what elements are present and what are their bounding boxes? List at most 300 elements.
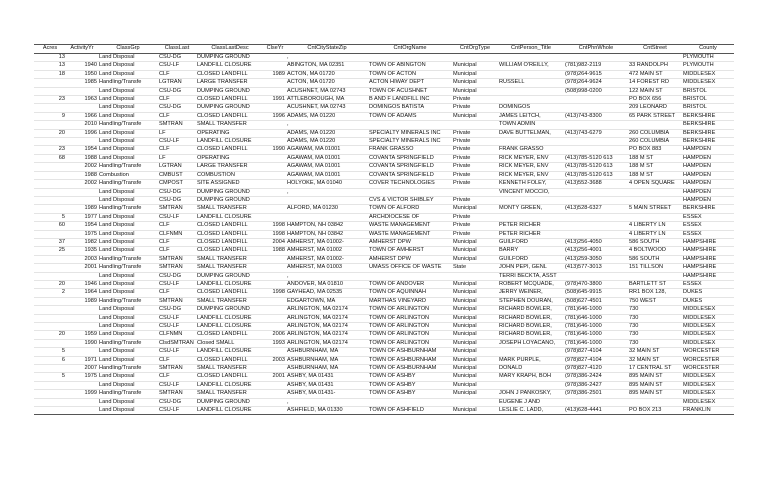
cell-clse-yr[interactable]: 2004 (264, 238, 286, 246)
cell-city-state-zip[interactable]: ARLINGTON, MA 02174 (286, 314, 368, 322)
cell-class-last[interactable]: CSU-DG (158, 398, 196, 406)
cell-street[interactable]: 209 LEONARD (628, 104, 682, 112)
cell-class-last[interactable]: CLFNMN (158, 331, 196, 339)
cell-acres[interactable] (34, 264, 66, 272)
cell-activity-yr[interactable]: 1971 (66, 356, 98, 364)
cell-activity-yr[interactable] (66, 104, 98, 112)
table-row[interactable] (34, 365, 734, 373)
cell-class-last[interactable]: SMTRAN (158, 297, 196, 305)
cell-org-type[interactable] (452, 188, 498, 196)
cell-street[interactable]: 730 (628, 339, 682, 347)
cell-phone[interactable]: (413)785-5120 613 (564, 171, 628, 179)
cell-county[interactable]: BERKSHIRE (682, 205, 734, 213)
cell-city-state-zip[interactable]: AGAWAM, MA 01001 (286, 171, 368, 179)
cell-org-type[interactable]: Municipal (452, 331, 498, 339)
cell-city-state-zip[interactable]: AGAWAM, MA 01001 (286, 154, 368, 162)
cell-clse-yr[interactable]: 1996 (264, 112, 286, 120)
cell-acres[interactable] (34, 381, 66, 389)
cell-county[interactable]: DUKES (682, 297, 734, 305)
table-row[interactable] (34, 205, 734, 213)
cell-class-grp[interactable]: Handling/Transfe (98, 180, 158, 188)
cell-org-name[interactable]: AMHERST DPW (368, 255, 452, 263)
cell-org-name[interactable]: SPECIALTY MINERALS INC (368, 129, 452, 137)
cell-street[interactable] (628, 398, 682, 406)
cell-org-type[interactable]: Private (452, 138, 498, 146)
cell-class-grp[interactable]: Handling/Transfe (98, 255, 158, 263)
cell-org-type[interactable] (452, 54, 498, 62)
cell-class-grp[interactable]: Land Disposal (98, 381, 158, 389)
cell-city-state-zip[interactable]: AMHERST, MA 01002- (286, 255, 368, 263)
cell-clse-yr[interactable] (264, 171, 286, 179)
cell-org-name[interactable]: TOWN OF ACUSHNET (368, 87, 452, 95)
cell-street[interactable]: 586 SOUTH (628, 255, 682, 263)
cell-acres[interactable]: 9 (34, 112, 66, 120)
cell-person-title[interactable]: PETER RICHER (498, 222, 564, 230)
cell-org-type[interactable]: Private (452, 96, 498, 104)
cell-phone[interactable] (564, 196, 628, 204)
cell-street[interactable]: 730 (628, 323, 682, 331)
cell-clse-yr[interactable] (264, 314, 286, 322)
cell-class-last[interactable]: CLF (158, 96, 196, 104)
cell-class-last-desc[interactable]: CLOSED LANDFILL (196, 146, 264, 154)
cell-class-last-desc[interactable]: SMALL TRANSFER (196, 297, 264, 305)
cell-phone[interactable] (564, 121, 628, 129)
cell-phone[interactable]: (413)628-4441 (564, 407, 628, 415)
cell-phone[interactable]: (978)264-9615 (564, 70, 628, 78)
cell-org-name[interactable]: TOWN OF AQUINNAH (368, 289, 452, 297)
cell-county[interactable]: HAMPDEN (682, 188, 734, 196)
cell-class-grp[interactable]: Land Disposal (98, 138, 158, 146)
cell-class-last-desc[interactable]: CLOSED LANDFILL (196, 247, 264, 255)
cell-org-type[interactable]: Municipal (452, 365, 498, 373)
cell-phone[interactable]: (413)528-6327 (564, 205, 628, 213)
cell-acres[interactable] (34, 138, 66, 146)
table-row[interactable] (34, 188, 734, 196)
table-row[interactable] (34, 272, 734, 280)
cell-phone[interactable]: (508)627-4501 (564, 297, 628, 305)
cell-city-state-zip[interactable]: ADAMS, MA 01220 (286, 138, 368, 146)
cell-street[interactable]: 4 LIBERTY LN (628, 230, 682, 238)
cell-county[interactable]: MIDDLESEX (682, 381, 734, 389)
cell-org-name[interactable]: TOWN OF ASHBURNHAM (368, 356, 452, 364)
cell-class-last-desc[interactable]: LANDFILL CLOSURE (196, 407, 264, 415)
table-row[interactable] (34, 323, 734, 331)
cell-county[interactable]: BRISTOL (682, 104, 734, 112)
cell-org-type[interactable]: Municipal (452, 255, 498, 263)
cell-class-last-desc[interactable]: LANDFILL CLOSURE (196, 138, 264, 146)
cell-class-last[interactable]: CSU-DG (158, 196, 196, 204)
cell-city-state-zip[interactable] (286, 196, 368, 204)
cell-city-state-zip[interactable]: ACUSHNET, MA 02743 (286, 87, 368, 95)
cell-clse-yr[interactable] (264, 87, 286, 95)
cell-class-last[interactable]: LF (158, 154, 196, 162)
cell-class-last[interactable]: CLFNMN (158, 230, 196, 238)
cell-clse-yr[interactable] (264, 381, 286, 389)
cell-city-state-zip[interactable]: ACUSHNET, MA 02743 (286, 104, 368, 112)
cell-person-title[interactable]: STEPHEN DOURAN, (498, 297, 564, 305)
cell-city-state-zip[interactable]: AMHERST, MA 01002- (286, 238, 368, 246)
cell-org-name[interactable]: TOWN OF ARLINGTON (368, 331, 452, 339)
cell-class-last-desc[interactable]: CLOSED LANDFILL (196, 222, 264, 230)
table-row[interactable] (34, 289, 734, 297)
cell-county[interactable]: HAMPSHIRE (682, 238, 734, 246)
cell-class-grp[interactable]: Land Disposal (98, 129, 158, 137)
cell-county[interactable]: WORCESTER (682, 348, 734, 356)
cell-phone[interactable]: (978)386-2427 (564, 381, 628, 389)
cell-org-name[interactable]: TOWN OF ARLINGTON (368, 314, 452, 322)
cell-class-grp[interactable]: Handling/Transfe (98, 163, 158, 171)
cell-phone[interactable]: (781)982-2119 (564, 62, 628, 70)
table-row[interactable] (34, 213, 734, 221)
cell-person-title[interactable]: JOSEPH LOYACANO, (498, 339, 564, 347)
cell-person-title[interactable] (498, 96, 564, 104)
cell-acres[interactable] (34, 104, 66, 112)
cell-city-state-zip[interactable]: HAMPTON, NH 03842 (286, 230, 368, 238)
cell-street[interactable] (628, 272, 682, 280)
cell-activity-yr[interactable] (66, 272, 98, 280)
cell-clse-yr[interactable] (264, 390, 286, 398)
cell-acres[interactable] (34, 297, 66, 305)
cell-phone[interactable]: (781)646-1000 (564, 331, 628, 339)
cell-clse-yr[interactable]: 2001 (264, 373, 286, 381)
cell-class-grp[interactable]: Land Disposal (98, 104, 158, 112)
cell-street[interactable] (628, 54, 682, 62)
cell-phone[interactable]: (781)646-1000 (564, 306, 628, 314)
table-row[interactable] (34, 79, 734, 87)
cell-class-last-desc[interactable]: SMALL TRANSFER (196, 390, 264, 398)
cell-phone[interactable]: (413)259-3050 (564, 255, 628, 263)
cell-street[interactable]: 895 MAIN ST (628, 373, 682, 381)
cell-street[interactable]: 14 FOREST RD (628, 79, 682, 87)
cell-city-state-zip[interactable]: GAYHEAD, MA 02535 (286, 289, 368, 297)
cell-class-last-desc[interactable]: SMALL TRANSFER (196, 255, 264, 263)
cell-activity-yr[interactable]: 1975 (66, 230, 98, 238)
table-row[interactable] (34, 104, 734, 112)
cell-street[interactable]: 4 LIBERTY LN (628, 222, 682, 230)
cell-city-state-zip[interactable]: ADAMS, MA 01220 (286, 112, 368, 120)
cell-class-grp[interactable]: Land Disposal (98, 398, 158, 406)
cell-class-grp[interactable]: Handling/Transfe (98, 390, 158, 398)
cell-county[interactable]: MIDDLESEX (682, 398, 734, 406)
cell-class-last-desc[interactable]: DUMPING GROUND (196, 196, 264, 204)
cell-acres[interactable]: 2 (34, 289, 66, 297)
cell-county[interactable]: MIDDLESEX (682, 331, 734, 339)
table-row[interactable] (34, 339, 734, 347)
cell-class-last[interactable]: CLF (158, 112, 196, 120)
cell-street[interactable]: 586 SOUTH (628, 238, 682, 246)
cell-county[interactable]: MIDDLESEX (682, 323, 734, 331)
cell-class-grp[interactable]: Handling/Transfe (98, 339, 158, 347)
cell-county[interactable]: HAMPDEN (682, 146, 734, 154)
cell-city-state-zip[interactable]: , (286, 54, 368, 62)
cell-class-last[interactable]: CMBUST (158, 171, 196, 179)
cell-street[interactable] (628, 213, 682, 221)
col-header-org-type[interactable]: CntOrgType (452, 45, 498, 54)
cell-city-state-zip[interactable]: AMHERST, MA 01002 (286, 247, 368, 255)
cell-county[interactable]: MIDDLESEX (682, 306, 734, 314)
cell-clse-yr[interactable] (264, 398, 286, 406)
cell-phone[interactable]: (413)785-5120 613 (564, 154, 628, 162)
cell-city-state-zip[interactable]: ASHBY, MA 01431 (286, 373, 368, 381)
cell-org-name[interactable]: TOWN OF ASHBY (368, 381, 452, 389)
cell-person-title[interactable]: RUSSELL (498, 79, 564, 87)
cell-class-last[interactable]: SMTRAN (158, 205, 196, 213)
cell-city-state-zip[interactable]: AGAWAM, MA 01001 (286, 163, 368, 171)
cell-phone[interactable]: (413)743-8300 (564, 112, 628, 120)
cell-acres[interactable] (34, 255, 66, 263)
cell-street[interactable] (628, 188, 682, 196)
cell-phone[interactable] (564, 230, 628, 238)
cell-acres[interactable] (34, 323, 66, 331)
table-row[interactable] (34, 96, 734, 104)
cell-class-grp[interactable]: Land Disposal (98, 373, 158, 381)
cell-org-name[interactable] (368, 188, 452, 196)
cell-city-state-zip[interactable]: ANDOVER, MA 01810 (286, 280, 368, 288)
cell-city-state-zip[interactable]: ACTON, MA 01720 (286, 79, 368, 87)
cell-acres[interactable]: 13 (34, 62, 66, 70)
col-header-acres[interactable]: Acres (34, 45, 66, 54)
cell-street[interactable]: 17 CENTRAL ST (628, 365, 682, 373)
cell-acres[interactable] (34, 390, 66, 398)
cell-org-type[interactable]: State (452, 264, 498, 272)
cell-org-name[interactable]: CVS & VICTOR SHIBLEY (368, 196, 452, 204)
cell-activity-yr[interactable]: 1988 (66, 154, 98, 162)
cell-person-title[interactable]: RICHARD BOWLER, (498, 323, 564, 331)
cell-county[interactable]: ESSEX (682, 280, 734, 288)
cell-org-name[interactable]: TOWN OF ANDOVER (368, 280, 452, 288)
cell-person-title[interactable]: RICHARD BOWLER, (498, 314, 564, 322)
cell-acres[interactable] (34, 365, 66, 373)
cell-street[interactable]: 730 (628, 314, 682, 322)
cell-acres[interactable] (34, 230, 66, 238)
cell-class-grp[interactable]: Land Disposal (98, 70, 158, 78)
cell-class-grp[interactable]: Land Disposal (98, 154, 158, 162)
cell-activity-yr[interactable]: 2002 (66, 163, 98, 171)
cell-clse-yr[interactable] (264, 407, 286, 415)
table-row[interactable] (34, 163, 734, 171)
cell-person-title[interactable] (498, 138, 564, 146)
cell-acres[interactable] (34, 407, 66, 415)
cell-org-type[interactable]: Municipal (452, 289, 498, 297)
cell-class-grp[interactable]: Handling/Transfe (98, 121, 158, 129)
cell-class-grp[interactable]: Land Disposal (98, 87, 158, 95)
cell-clse-yr[interactable]: 1990 (264, 146, 286, 154)
cell-org-name[interactable] (368, 272, 452, 280)
cell-phone[interactable]: (978)470-3800 (564, 280, 628, 288)
cell-person-title[interactable] (498, 348, 564, 356)
cell-class-last-desc[interactable]: LARGE TRANSFER (196, 79, 264, 87)
cell-person-title[interactable]: RICK MEYER, ENV (498, 163, 564, 171)
cell-person-title[interactable]: RICK MEYER, ENV (498, 154, 564, 162)
cell-activity-yr[interactable] (66, 306, 98, 314)
cell-class-grp[interactable]: Land Disposal (98, 196, 158, 204)
cell-activity-yr[interactable]: 1982 (66, 238, 98, 246)
cell-clse-yr[interactable]: 1989 (264, 70, 286, 78)
cell-county[interactable]: MIDDLESEX (682, 373, 734, 381)
cell-county[interactable]: HAMPDEN (682, 180, 734, 188)
cell-class-last-desc[interactable]: Closed SMALL (196, 339, 264, 347)
cell-class-grp[interactable]: Land Disposal (98, 213, 158, 221)
cell-org-type[interactable]: Municipal (452, 79, 498, 87)
cell-activity-yr[interactable]: 1985 (66, 79, 98, 87)
cell-class-grp[interactable]: Land Disposal (98, 356, 158, 364)
cell-phone[interactable]: (978)827-4120 (564, 365, 628, 373)
cell-class-last-desc[interactable]: SITE ASSIGNED (196, 180, 264, 188)
cell-street[interactable]: 33 RANDOLPH (628, 62, 682, 70)
table-row[interactable] (34, 62, 734, 70)
cell-class-last[interactable]: CSU-DG (158, 272, 196, 280)
cell-clse-yr[interactable] (264, 104, 286, 112)
cell-class-last[interactable]: SMTRAN (158, 255, 196, 263)
cell-class-last-desc[interactable]: DUMPING GROUND (196, 87, 264, 95)
cell-org-type[interactable]: Private (452, 146, 498, 154)
cell-class-grp[interactable]: Land Disposal (98, 238, 158, 246)
cell-city-state-zip[interactable]: , (286, 121, 368, 129)
cell-org-name[interactable] (368, 54, 452, 62)
cell-acres[interactable] (34, 188, 66, 196)
cell-class-last-desc[interactable]: CLOSED LANDFILL (196, 331, 264, 339)
cell-clse-yr[interactable]: 1991 (264, 96, 286, 104)
cell-street[interactable]: 750 WEST (628, 297, 682, 305)
cell-activity-yr[interactable]: 1988 (66, 171, 98, 179)
cell-org-type[interactable]: Private (452, 180, 498, 188)
cell-city-state-zip[interactable]: ASHFIELD, MA 01330 (286, 407, 368, 415)
cell-county[interactable]: FRANKLIN (682, 407, 734, 415)
cell-street[interactable]: 472 MAIN ST (628, 70, 682, 78)
cell-phone[interactable] (564, 146, 628, 154)
cell-org-type[interactable]: Private (452, 196, 498, 204)
cell-activity-yr[interactable]: 2007 (66, 365, 98, 373)
table-row[interactable] (34, 138, 734, 146)
cell-class-last[interactable]: SMTRAN (158, 390, 196, 398)
cell-phone[interactable]: (781)646-1000 (564, 323, 628, 331)
cell-acres[interactable] (34, 171, 66, 179)
col-header-street[interactable]: CntStreet (628, 45, 682, 54)
cell-phone[interactable]: (413)785-5120 613 (564, 163, 628, 171)
cell-street[interactable]: 188 M ST (628, 154, 682, 162)
cell-class-last-desc[interactable]: DUMPING GROUND (196, 272, 264, 280)
cell-county[interactable]: BERKSHIRE (682, 121, 734, 129)
cell-person-title[interactable]: JERRY WEINER, (498, 289, 564, 297)
cell-activity-yr[interactable]: 2010 (66, 121, 98, 129)
cell-person-title[interactable]: GUILFORD (498, 238, 564, 246)
table-row[interactable] (34, 306, 734, 314)
cell-class-last[interactable]: CSU-DG (158, 104, 196, 112)
cell-activity-yr[interactable]: 1935 (66, 247, 98, 255)
cell-class-last[interactable]: CSU-DG (158, 87, 196, 95)
cell-street[interactable]: BARTLETT ST (628, 280, 682, 288)
cell-county[interactable]: BRISTOL (682, 87, 734, 95)
cell-acres[interactable] (34, 121, 66, 129)
cell-city-state-zip[interactable]: ALFORD, MA 01230 (286, 205, 368, 213)
cell-class-last[interactable]: CSU-DG (158, 306, 196, 314)
cell-class-last[interactable]: CLF (158, 70, 196, 78)
cell-org-name[interactable]: MARTHAS VINEYARD (368, 297, 452, 305)
cell-class-last[interactable]: SMTRAN (158, 264, 196, 272)
cell-org-name[interactable]: AMHERST DPW (368, 238, 452, 246)
cell-class-last[interactable]: CSU-LF (158, 407, 196, 415)
cell-activity-yr[interactable]: 2001 (66, 264, 98, 272)
cell-class-last-desc[interactable]: SMALL TRANSFER (196, 264, 264, 272)
cell-clse-yr[interactable] (264, 280, 286, 288)
cell-person-title[interactable]: RICHARD BOWLER, (498, 306, 564, 314)
cell-street[interactable]: 32 MAIN ST (628, 356, 682, 364)
cell-activity-yr[interactable] (66, 314, 98, 322)
cell-org-type[interactable]: Municipal (452, 297, 498, 305)
cell-phone[interactable]: (413)577-3013 (564, 264, 628, 272)
cell-activity-yr[interactable] (66, 323, 98, 331)
cell-activity-yr[interactable]: 1975 (66, 373, 98, 381)
cell-org-type[interactable]: Municipal (452, 381, 498, 389)
cell-street[interactable]: RR1 BOX 128, (628, 289, 682, 297)
cell-county[interactable]: BERKSHIRE (682, 138, 734, 146)
cell-org-name[interactable] (368, 121, 452, 129)
cell-activity-yr[interactable]: 1946 (66, 280, 98, 288)
cell-city-state-zip[interactable]: HAMPTON, NH 03842 (286, 222, 368, 230)
cell-city-state-zip[interactable]: , (286, 188, 368, 196)
cell-phone[interactable]: (978)264-9624 (564, 79, 628, 87)
cell-activity-yr[interactable]: 1989 (66, 297, 98, 305)
cell-org-name[interactable]: TOWN OF ACTON (368, 70, 452, 78)
table-row[interactable] (34, 264, 734, 272)
cell-org-type[interactable] (452, 398, 498, 406)
table-row[interactable] (34, 222, 734, 230)
cell-org-name[interactable]: COVANTA SPRINGFIELD (368, 154, 452, 162)
cell-phone[interactable]: (781)646-1000 (564, 314, 628, 322)
cell-org-name[interactable]: TOWN OF ASHBY (368, 373, 452, 381)
table-row[interactable] (34, 180, 734, 188)
cell-street[interactable]: 188 M ST (628, 163, 682, 171)
cell-county[interactable]: HAMPSHIRE (682, 255, 734, 263)
cell-clse-yr[interactable] (264, 62, 286, 70)
cell-city-state-zip[interactable] (286, 213, 368, 221)
cell-clse-yr[interactable] (264, 255, 286, 263)
cell-class-last-desc[interactable]: SMALL TRANSFER (196, 365, 264, 373)
cell-county[interactable]: ESSEX (682, 213, 734, 221)
cell-person-title[interactable]: PETER RICHER (498, 230, 564, 238)
cell-class-grp[interactable]: Handling/Transfe (98, 297, 158, 305)
cell-phone[interactable]: (413)256-4050 (564, 238, 628, 246)
cell-class-grp[interactable]: Land Disposal (98, 230, 158, 238)
cell-org-name[interactable]: ACTON HIWAY DEPT (368, 79, 452, 87)
cell-person-title[interactable] (498, 213, 564, 221)
cell-acres[interactable] (34, 314, 66, 322)
cell-org-type[interactable]: Private (452, 129, 498, 137)
cell-acres[interactable]: 60 (34, 222, 66, 230)
cell-person-title[interactable]: LESLIE C. LADD, (498, 407, 564, 415)
cell-phone[interactable] (564, 96, 628, 104)
cell-class-grp[interactable]: Land Disposal (98, 280, 158, 288)
cell-org-type[interactable]: Municipal (452, 356, 498, 364)
cell-class-last[interactable]: CSU-DG (158, 54, 196, 62)
cell-class-last[interactable]: CLF (158, 247, 196, 255)
table-row[interactable] (34, 112, 734, 120)
cell-class-last-desc[interactable]: LANDFILL CLOSURE (196, 213, 264, 221)
col-header-activity-yr[interactable]: ActivityYr (66, 45, 98, 54)
cell-org-type[interactable]: Private (452, 163, 498, 171)
cell-activity-yr[interactable]: 2003 (66, 255, 98, 263)
cell-class-last-desc[interactable]: SMALL TRANSFER (196, 121, 264, 129)
cell-activity-yr[interactable]: 1940 (66, 62, 98, 70)
cell-person-title[interactable] (498, 381, 564, 389)
cell-clse-yr[interactable] (264, 154, 286, 162)
table-row[interactable] (34, 238, 734, 246)
cell-activity-yr[interactable] (66, 196, 98, 204)
table-row[interactable] (34, 356, 734, 364)
col-header-class-last[interactable]: ClassLast (158, 45, 196, 54)
cell-acres[interactable]: 5 (34, 213, 66, 221)
cell-clse-yr[interactable] (264, 264, 286, 272)
